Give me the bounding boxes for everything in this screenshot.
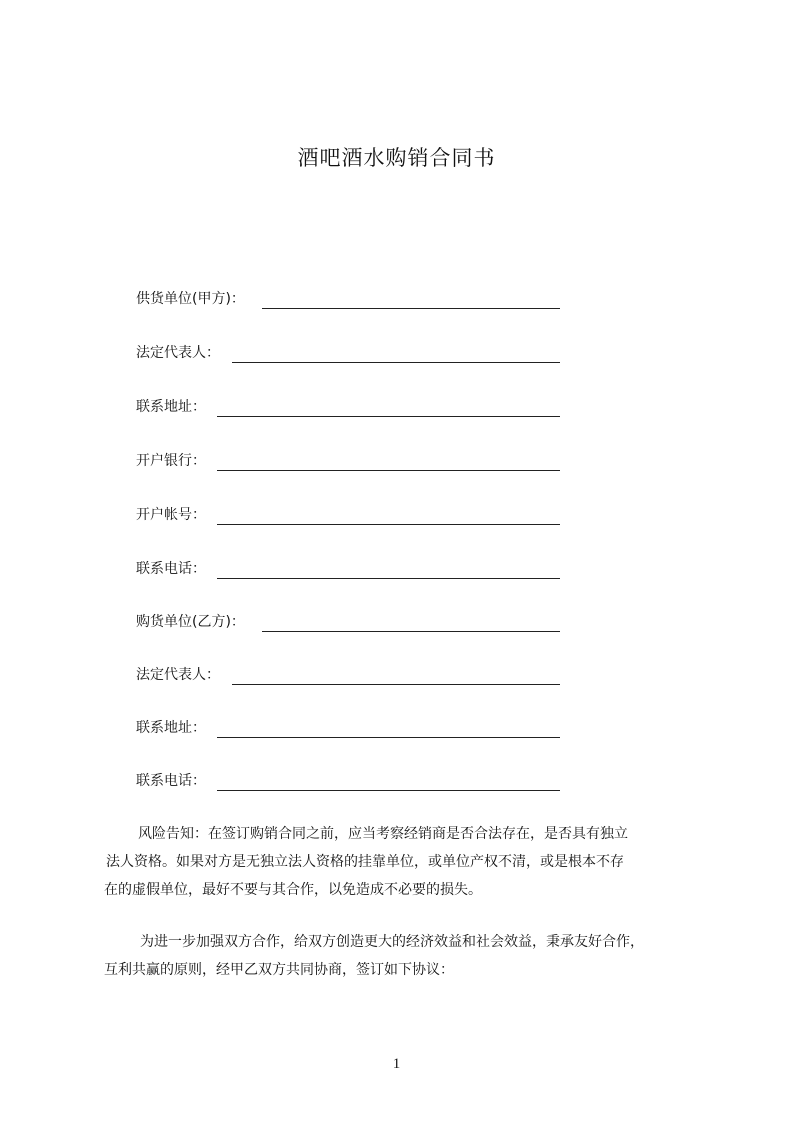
field-buyer xyxy=(136,612,245,632)
blank-line xyxy=(232,362,560,363)
field-account xyxy=(136,505,206,525)
field-label: 联系地址： xyxy=(136,720,206,736)
blank-line xyxy=(262,631,560,632)
field-address-b xyxy=(136,718,206,738)
blank-line xyxy=(232,684,560,685)
field-label: 联系电话： xyxy=(136,773,206,789)
blank-line xyxy=(217,470,560,471)
field-label: 购货单位(乙方)： xyxy=(136,614,245,630)
field-label: 开户银行： xyxy=(136,453,206,469)
blank-line xyxy=(217,790,560,791)
field-legal-rep-b xyxy=(136,665,220,685)
field-phone-b xyxy=(136,771,206,791)
blank-line xyxy=(217,578,560,579)
field-bank xyxy=(136,451,206,471)
blank-line xyxy=(217,416,560,417)
field-label: 法定代表人： xyxy=(136,667,220,683)
blank-line xyxy=(262,308,560,309)
field-label: 联系地址： xyxy=(136,399,206,415)
risk-notice-line-1: 风险告知：在签订购销合同之前，应当考察经销商是否合法存在，是否具有独立 xyxy=(138,826,628,842)
blank-line xyxy=(217,524,560,525)
page-number: 1 xyxy=(392,1056,401,1072)
field-address-a xyxy=(136,397,206,417)
risk-notice-line-2: 法人资格。如果对方是无独立法人资格的挂靠单位，或单位产权不清，或是根本不存 xyxy=(106,854,624,870)
intro-line-1: 为进一步加强双方合作，给双方创造更大的经济效益和社会效益，秉承友好合作， xyxy=(140,934,644,950)
intro-line-2: 互利共赢的原则，经甲乙双方共同协商，签订如下协议： xyxy=(104,962,454,978)
blank-line xyxy=(217,737,560,738)
document-title: 酒吧酒水购销合同书 xyxy=(297,146,496,170)
field-label: 供货单位(甲方)： xyxy=(136,291,245,307)
risk-notice-line-3: 在的虚假单位，最好不要与其合作，以免造成不必要的损失。 xyxy=(104,882,482,898)
field-supplier xyxy=(136,289,245,309)
field-label: 联系电话： xyxy=(136,561,206,577)
field-label: 开户帐号： xyxy=(136,507,206,523)
field-phone-a xyxy=(136,559,206,579)
field-label: 法定代表人： xyxy=(136,345,220,361)
field-legal-rep-a xyxy=(136,343,220,363)
